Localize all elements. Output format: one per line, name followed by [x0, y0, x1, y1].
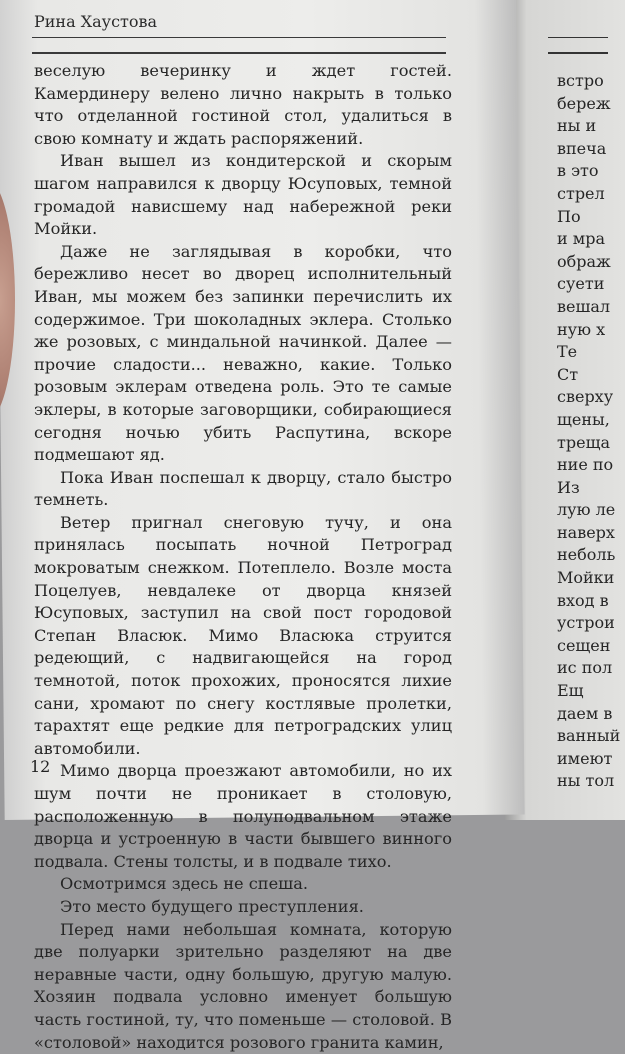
right-page-line: береж: [557, 93, 611, 113]
right-page-line: сещен: [557, 635, 611, 655]
right-page-line: даем в: [557, 703, 613, 723]
right-page-line: неболь: [557, 545, 616, 565]
paragraph: Пока Иван поспешал к дворцу, стало быстро темнеть.: [34, 467, 452, 510]
right-page-line: По: [557, 206, 581, 226]
right-page-line: имеют: [557, 748, 613, 768]
right-page-line: щены,: [557, 409, 610, 429]
right-page-line: наверх: [557, 522, 615, 542]
right-page-line: ны тол: [557, 771, 615, 791]
right-page-text: [557, 70, 621, 793]
right-page-line: Мойки: [557, 568, 615, 588]
right-page-line: и мра: [557, 229, 605, 249]
paragraph: Ветер пригнал снеговую тучу, и она принялась посыпать ночной Петроград мокроватым снежком. Потеплело. Возле моста Поцелуев, невдалеке от дворца князей Юсуповых, заступил на свой пост городовой Степан Власюк. Мимо Власюка струится редеющий, с надвигающейся на город темнотой, поток прохожих, проносятся лихие сани, хромают по снегу костлявые пролетки, тарахтят еще редкие для петроградских улиц автомобили.: [34, 512, 452, 758]
right-page-line: ванный: [557, 726, 621, 746]
right-page-line: ние по: [557, 455, 614, 475]
paragraph: Мимо дворца проезжают автомобили, но их шум почти не проникает в столовую, расположенную в полуподвальном этаже дворца и устроенную в части бывшего винного подвала. Стены толсты, и в подвале тихо.: [34, 761, 452, 871]
right-page-line: встро: [557, 71, 604, 90]
right-page-line: ную х: [557, 319, 606, 339]
right-page-line: в это: [557, 161, 599, 181]
right-page-rule: [548, 52, 608, 54]
right-page-line: стрел: [557, 183, 605, 203]
paragraph: Иван вышел из кондитерской и скорым шагом направился к дворцу Юсуповых, темной громадой нависшему над набережной реки Мойки.: [34, 151, 452, 239]
right-page-line: Ещ: [557, 681, 584, 701]
header-rule-thick: [32, 52, 446, 54]
right-page-line: впеча: [557, 138, 607, 158]
right-page-line: ображ: [557, 251, 611, 271]
paragraph: Это место будущего преступления.: [60, 896, 364, 916]
right-page-line: лую ле: [557, 500, 616, 520]
right-page-line: Из: [557, 477, 580, 497]
right-page-rule: [548, 37, 608, 38]
right-page-line: суети: [557, 274, 605, 294]
right-page-line: устрои: [557, 613, 615, 633]
right-page-line: сверху: [557, 387, 614, 407]
right-page-line: треща: [557, 432, 610, 452]
right-page-line: вешал: [557, 296, 611, 316]
right-page-line: ис пол: [557, 658, 613, 678]
right-page-line: вход в: [557, 590, 609, 610]
right-page-line: ны и: [557, 116, 597, 136]
paragraph: Осмотримся здесь не спеша.: [60, 874, 308, 894]
right-page-line: Ст: [557, 364, 579, 384]
right-page-line: Те: [557, 342, 578, 362]
paragraph: веселую вечеринку и ждет гостей. Камердинеру велено лично накрыть в только что отделанной гостиной стол, удалиться в свою комнату и ждать распоряжений.: [34, 61, 452, 148]
paragraph: Даже не заглядывая в коробки, что бережливо несет во дворец исполнительный Иван, мы можем без запинки перечислить их содержимое. Три шоколадных эклера. Столько же розовых, с миндальной начинкой. Далее — прочие сладости... неважно, какие. Только розовым эклерам отведена роль. Это те самые эклеры, в которые заговорщики, собирающиеся сегодня ночью убить Распутина, вскоре подмешают яд.: [34, 241, 452, 465]
running-head: Рина Хаустова: [34, 12, 158, 31]
paragraph: Перед нами небольшая комната, которую две полуарки зрительно разделяют на две неравные части, одну большую, другую малую. Хозяин подвала условно именует большую часть гостиной, ту, что поменьше — столовой. В «столовой» находится розового гранита камин,: [34, 919, 452, 1052]
header-rule: [32, 37, 446, 38]
page-number: 12: [30, 757, 51, 776]
page-body: [34, 60, 452, 1054]
